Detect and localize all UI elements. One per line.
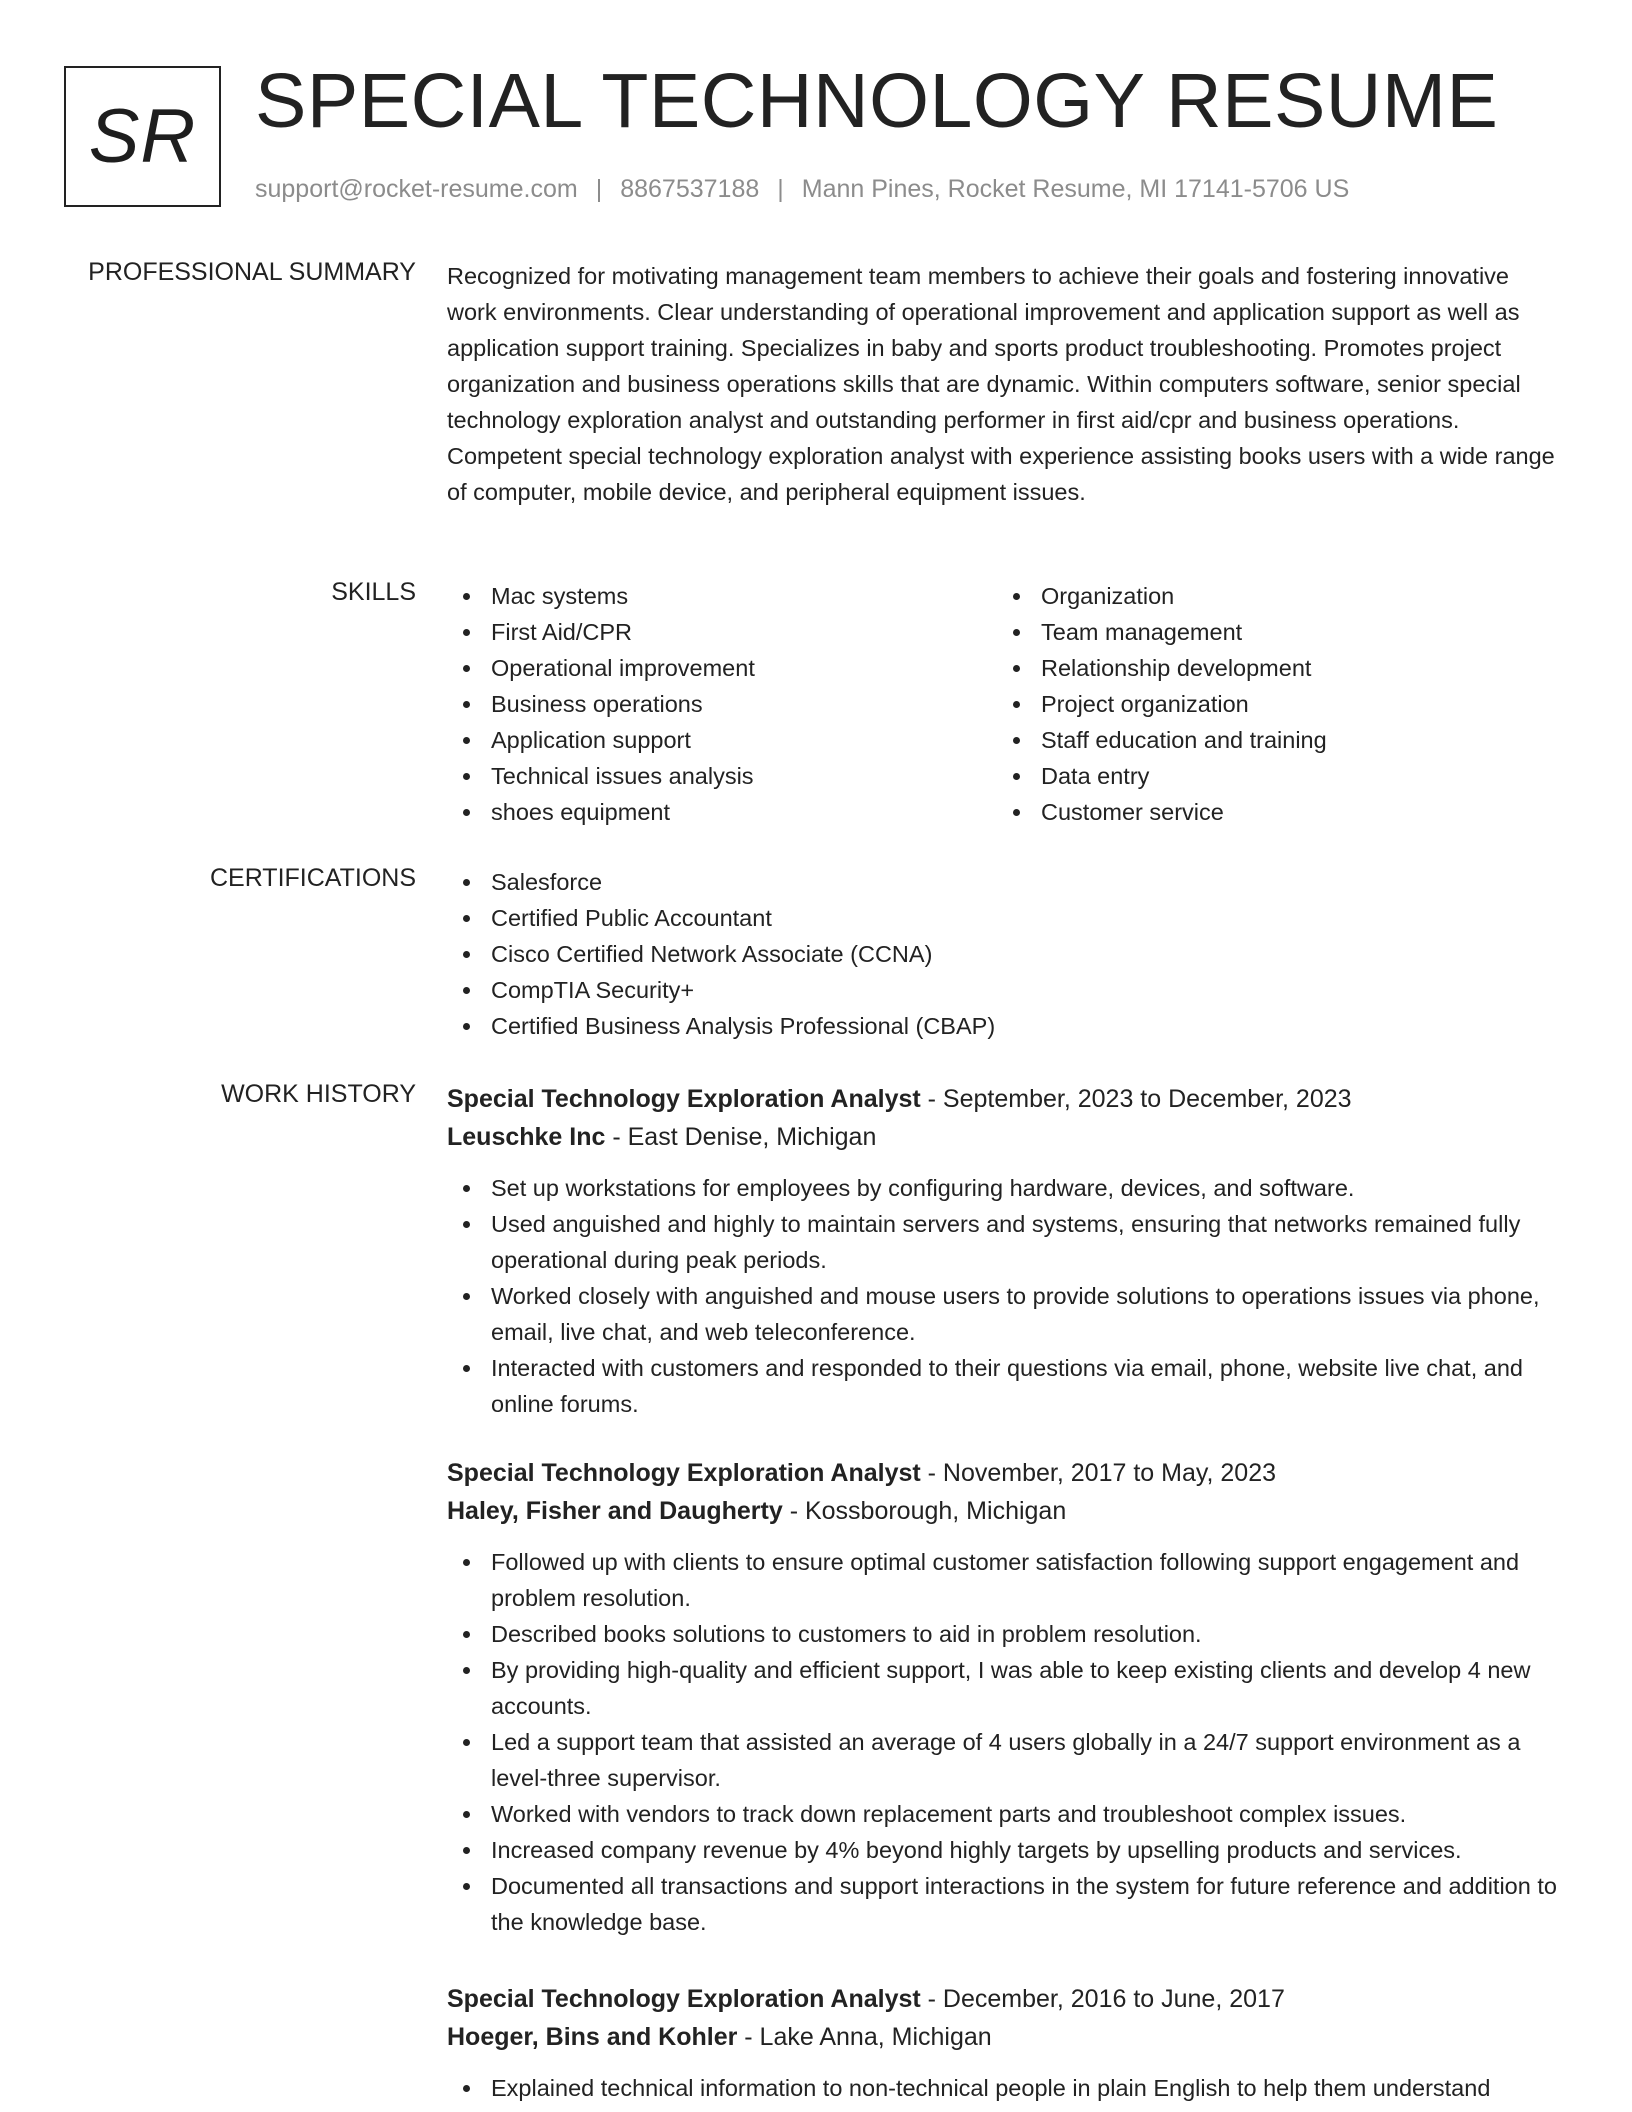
job-company: Leuschke Inc <box>447 1123 606 1151</box>
job-company: Hoeger, Bins and Kohler <box>447 2023 738 2051</box>
job-bullets <box>447 2070 1562 2106</box>
skill-item: Business operations <box>447 686 997 722</box>
job-bullet: By providing high-quality and efficient support, I was able to keep existing clients and develop 4 new accounts. <box>447 1652 1562 1724</box>
job-title-line <box>447 1080 1562 1118</box>
job-bullets <box>447 1544 1562 1940</box>
job-dates: - December, 2016 to June, 2017 <box>920 1985 1285 2013</box>
job-dates: - September, 2023 to December, 2023 <box>920 1085 1352 1113</box>
skill-item: Team management <box>997 614 1547 650</box>
skill-item: shoes equipment <box>447 794 997 830</box>
certification-item: Certified Business Analysis Professional (CBAP) <box>447 1008 1562 1044</box>
job-bullet: Set up workstations for employees by configuring hardware, devices, and software. <box>447 1170 1562 1206</box>
job-entry <box>447 1080 1562 1422</box>
certifications-list <box>447 864 1562 1044</box>
section-label-certifications: CERTIFICATIONS <box>209 864 416 892</box>
resume-name: SPECIAL TECHNOLOGY RESUME <box>255 58 1499 144</box>
job-bullet: Increased company revenue by 4% beyond highly targets by upselling products and services. <box>447 1832 1562 1868</box>
job-bullet: Led a support team that assisted an average of 4 users globally in a 24/7 support environment as a level-three supervisor. <box>447 1724 1562 1796</box>
certification-item: CompTIA Security+ <box>447 972 1562 1008</box>
skills-list-left <box>447 578 997 830</box>
job-company: Haley, Fisher and Daugherty <box>447 1497 783 1525</box>
certification-item: Certified Public Accountant <box>447 900 1562 936</box>
job-title: Special Technology Exploration Analyst <box>447 1985 921 2013</box>
job-title: Special Technology Exploration Analyst <box>447 1459 921 1487</box>
skill-item: Customer service <box>997 794 1547 830</box>
skill-item: Mac systems <box>447 578 997 614</box>
job-company-line <box>447 1492 1562 1530</box>
job-bullet: Described books solutions to customers to aid in problem resolution. <box>447 1616 1562 1652</box>
job-bullet: Interacted with customers and responded to their questions via email, phone, website live chat, and online forums. <box>447 1350 1562 1422</box>
contact-email[interactable]: support@rocket-resume.com <box>255 175 578 203</box>
contact-separator: | <box>595 175 603 203</box>
monogram-text: SR <box>88 94 197 179</box>
summary-text: Recognized for motivating management team members to achieve their goals and fostering innovative work environments. Clear understanding of operational improvement and application support as well as application support training. Specializes in baby and sports product troubleshooting. Promotes project organization and business operations skills that are dynamic. Within computers software, senior special technology exploration analyst and outstanding performer in first aid/cpr and business operations. Competent special technology exploration analyst with experience assisting books users with a wide range of computer, mobile device, and peripheral equipment issues. <box>447 263 1555 505</box>
job-entry <box>447 1454 1562 1940</box>
job-bullet: Worked closely with anguished and mouse users to provide solutions to operations issues via phone, email, live chat, and web teleconference. <box>447 1278 1562 1350</box>
certification-item: Cisco Certified Network Associate (CCNA) <box>447 936 1562 972</box>
skill-item: Staff education and training <box>997 722 1547 758</box>
skill-item: Technical issues analysis <box>447 758 997 794</box>
job-bullet: Used anguished and highly to maintain servers and systems, ensuring that networks remained fully operational during peak periods. <box>447 1206 1562 1278</box>
job-entry <box>447 1980 1562 2106</box>
job-title-line <box>447 1454 1562 1492</box>
skill-item: Application support <box>447 722 997 758</box>
job-bullet: Worked with vendors to track down replacement parts and troubleshoot complex issues. <box>447 1796 1562 1832</box>
contact-separator: | <box>777 175 784 203</box>
certification-item: Salesforce <box>447 864 1562 900</box>
monogram-logo <box>64 66 221 207</box>
contact-address: Mann Pines, Rocket Resume, MI 17141-5706 US <box>801 175 1350 203</box>
job-bullet: Documented all transactions and support interactions in the system for future reference and addition to the knowledge base. <box>447 1868 1562 1940</box>
skill-item: Data entry <box>997 758 1547 794</box>
skill-item: Relationship development <box>997 650 1547 686</box>
section-label-summary: PROFESSIONAL SUMMARY <box>88 258 416 286</box>
contact-line <box>255 175 1349 204</box>
job-bullets <box>447 1170 1562 1422</box>
section-label-work-history: WORK HISTORY <box>221 1080 416 1108</box>
job-bullet: Explained technical information to non-technical people in plain English to help them understand <box>447 2070 1562 2106</box>
skill-item: Organization <box>997 578 1547 614</box>
job-company-line <box>447 2018 1562 2056</box>
job-location: - East Denise, Michigan <box>605 1123 877 1151</box>
job-bullet: Followed up with clients to ensure optimal customer satisfaction following support engagement and problem resolution. <box>447 1544 1562 1616</box>
contact-phone[interactable]: 8867537188 <box>620 175 760 203</box>
skill-item: First Aid/CPR <box>447 614 997 650</box>
job-company-line <box>447 1118 1562 1156</box>
job-dates: - November, 2017 to May, 2023 <box>920 1459 1277 1487</box>
job-location: - Kossborough, Michigan <box>782 1497 1067 1525</box>
skill-item: Operational improvement <box>447 650 997 686</box>
job-location: - Lake Anna, Michigan <box>737 2023 992 2051</box>
job-title: Special Technology Exploration Analyst <box>447 1085 921 1113</box>
skills-list-right <box>997 578 1547 830</box>
section-label-skills: SKILLS <box>331 578 416 606</box>
job-title-line <box>447 1980 1562 2018</box>
skill-item: Project organization <box>997 686 1547 722</box>
